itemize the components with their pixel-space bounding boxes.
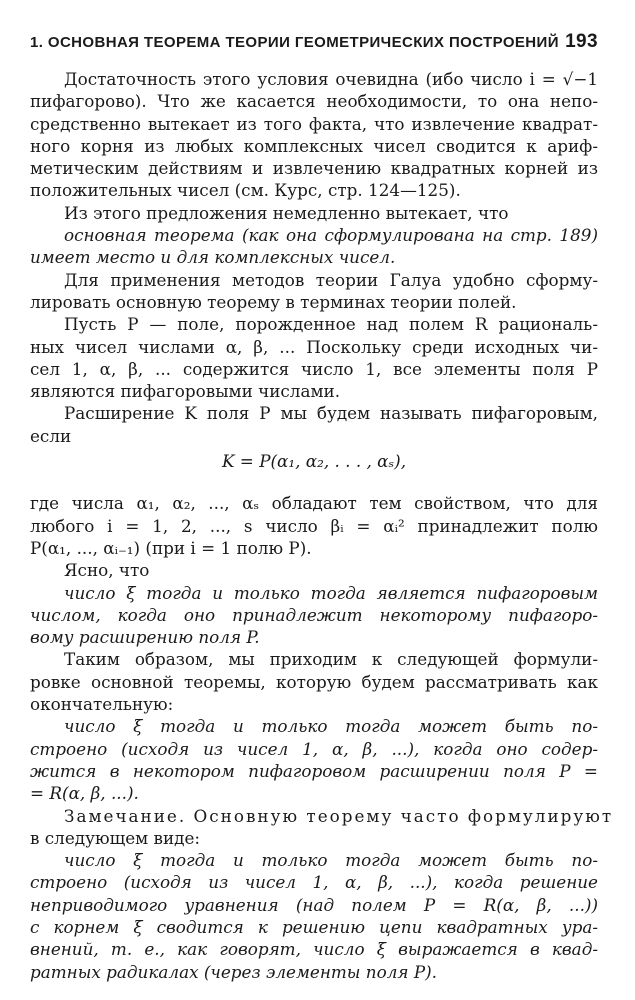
text-line: вому расширению поля P.: [30, 627, 260, 648]
book-page: [30, 28, 614, 983]
text-line: K = P(α₁, α₂, . . . , αₛ),: [221, 451, 407, 472]
text-line: = R(α, β, ...).: [30, 783, 139, 804]
text-line: любого i = 1, 2, ..., s число βᵢ = αᵢ² принадлежит полю: [30, 515, 598, 536]
text-line: метическим действиям и извлечению квадратных корней из: [30, 158, 598, 179]
text-line: число ξ тогда и только тогда является пифагоровым: [64, 582, 598, 603]
text-line: имеет место и для комплексных чисел.: [30, 247, 396, 268]
text-line: Достаточность этого условия очевидна (ибо число i = √−1: [64, 69, 598, 89]
text-line: P(α₁, ..., αᵢ₋₁) (при i = 1 полю P).: [30, 537, 312, 558]
text-line: Расширение K поля P мы будем называть пифагоровым,: [64, 403, 598, 424]
text-line: ратных радикалах (через элементы поля P).: [30, 961, 438, 982]
body-text: [30, 68, 614, 983]
text-line: жится в некотором пифагоровом расширении поля P =: [30, 760, 598, 781]
text-line: Ясно, что: [64, 560, 150, 581]
text-line: ного корня из любых комплексных чисел сводится к ариф-: [30, 135, 598, 156]
text-line: ных чисел числами α, β, ... Поскольку среди исходных чи-: [30, 336, 598, 357]
text-line: Пусть P — поле, порожденное над полем R рациональ-: [64, 314, 598, 335]
text-line: Из этого предложения немедленно вытекает, что: [64, 202, 509, 223]
text-line: положительных чисел (см. Курс, стр. 124—125).: [30, 180, 461, 201]
text-line: где числа α₁, α₂, ..., αₛ обладают тем свойством, что для: [30, 493, 598, 514]
text-line: число ξ тогда и только тогда может быть по-: [64, 716, 598, 737]
text-line: строено (исходя из чисел 1, α, β, ...), когда решение: [30, 872, 598, 893]
text-line: ровке основной теоремы, которую будем рассматривать как: [30, 671, 598, 692]
text-line: Замечание. Основную теорему часто формулируют: [64, 805, 614, 826]
text-line: основная теорема (как она сформулирована на стр. 189): [64, 225, 598, 246]
text-line: лировать основную теорему в терминах теории полей.: [30, 291, 517, 312]
text-line: с корнем ξ сводится к решению цепи квадратных ура-: [30, 916, 598, 937]
text-line: числом, когда оно принадлежит некоторому пифагоро-: [30, 604, 598, 625]
text-line: пифагорово). Что же касается необходимости, то она непо-: [30, 91, 598, 112]
running-head: 1. ОСНОВНАЯ ТЕОРЕМА ТЕОРИИ ГЕОМЕТРИЧЕСКИХ ПОСТРОЕНИЙ: [30, 34, 559, 51]
text-line: Таким образом, мы приходим к следующей формули-: [64, 649, 598, 670]
text-line: средственно вытекает из того факта, что извлечение квадрат-: [30, 113, 598, 134]
text-line: число ξ тогда и только тогда может быть по-: [64, 850, 598, 871]
text-line: окончательную:: [30, 694, 174, 715]
text-line: сел 1, α, β, ... содержится число 1, все элементы поля P: [30, 358, 598, 379]
text-line: в следующем виде:: [30, 827, 201, 848]
text-line: являются пифагоровыми числами.: [30, 381, 341, 402]
text-line: Для применения методов теории Галуа удобно сформу-: [64, 269, 598, 290]
page-header: [30, 28, 598, 58]
text-line: строено (исходя из чисел 1, α, β, ...), когда оно содер-: [30, 738, 598, 759]
text-line: если: [30, 425, 72, 446]
text-line: внений, т. е., как говорят, число ξ выражается в квад-: [30, 939, 598, 960]
page-number: 193: [565, 31, 598, 52]
text-line: неприводимого уравнения (над полем P = R(α, β, ...)): [30, 894, 598, 915]
